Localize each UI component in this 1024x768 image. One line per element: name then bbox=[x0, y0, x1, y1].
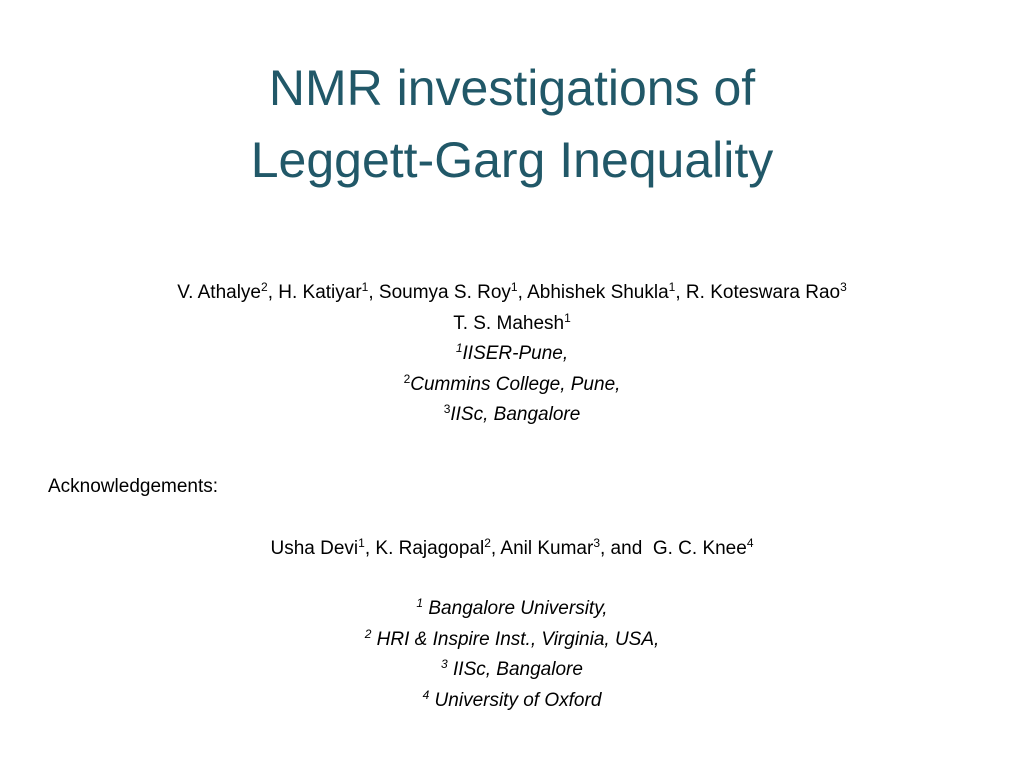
affiliation-mark: 1 bbox=[455, 341, 463, 355]
author-separator: , bbox=[675, 282, 686, 303]
ack-affiliation-text: University of Oxford bbox=[429, 689, 602, 711]
title-line-2: Leggett-Garg Inequality bbox=[250, 132, 774, 188]
affiliation-mark: 3 bbox=[443, 402, 451, 416]
author-name: T. S. Mahesh bbox=[453, 312, 565, 334]
ack-affiliation-item bbox=[0, 625, 1024, 656]
acknowledgement-affiliations bbox=[0, 594, 1024, 716]
affiliation-item bbox=[0, 339, 1024, 370]
acknowledged-name: K. Rajagopal bbox=[375, 538, 485, 559]
acknowledged-separator: , and bbox=[600, 538, 653, 559]
acknowledged-affiliation-mark: 1 bbox=[358, 536, 365, 550]
author-separator: , bbox=[267, 282, 279, 303]
affiliation-text: Cummins College, Pune, bbox=[410, 373, 621, 395]
ack-affiliation-mark: 3 bbox=[441, 657, 448, 671]
affiliation-text: IISER-Pune, bbox=[462, 343, 569, 364]
author-affiliation-mark: 1 bbox=[668, 280, 676, 294]
author-affiliation-mark: 2 bbox=[261, 280, 268, 294]
acknowledged-affiliation-mark: 3 bbox=[593, 536, 600, 550]
acknowledgements-heading: Acknowledgements: bbox=[48, 476, 219, 497]
author-list-line-2 bbox=[0, 309, 1024, 340]
author-list bbox=[0, 278, 1024, 309]
affiliation-item bbox=[0, 400, 1024, 431]
ack-affiliation-text: HRI & Inspire Inst., Virginia, USA, bbox=[371, 628, 660, 650]
author-name: Abhishek Shukla bbox=[527, 282, 669, 303]
author-name: R. Koteswara Rao bbox=[685, 282, 841, 303]
ack-affiliation-mark: 1 bbox=[416, 596, 424, 610]
authors-block bbox=[0, 278, 1024, 431]
slide-title bbox=[0, 52, 1024, 196]
ack-affiliation-text: Bangalore University, bbox=[423, 598, 608, 619]
author-name: Soumya S. Roy bbox=[378, 282, 511, 303]
author-affiliation-mark: 3 bbox=[840, 280, 847, 294]
author-name: H. Katiyar bbox=[278, 282, 362, 303]
affiliation-text: IISc, Bangalore bbox=[450, 404, 581, 425]
affiliation-item bbox=[0, 370, 1024, 401]
ack-affiliation-mark: 2 bbox=[364, 626, 372, 641]
acknowledged-name: Anil Kumar bbox=[500, 538, 594, 559]
author-separator: , bbox=[368, 282, 379, 303]
ack-affiliation-mark: 4 bbox=[422, 687, 430, 702]
acknowledged-affiliation-mark: 4 bbox=[746, 536, 754, 550]
acknowledged-name: Usha Devi bbox=[270, 538, 359, 559]
acknowledged-affiliation-mark: 2 bbox=[484, 536, 491, 550]
author-affiliation-mark: 1 bbox=[564, 310, 571, 325]
affiliation-mark: 2 bbox=[403, 371, 411, 386]
ack-affiliation-item bbox=[0, 655, 1024, 686]
ack-affiliation-item bbox=[0, 594, 1024, 625]
ack-affiliation-text: IISc, Bangalore bbox=[447, 659, 583, 680]
title-line-1: NMR investigations of bbox=[268, 60, 756, 116]
ack-affiliation-item bbox=[0, 686, 1024, 717]
author-affiliation-mark: 1 bbox=[510, 280, 518, 294]
acknowledged-separator: , bbox=[364, 538, 376, 559]
author-separator: , bbox=[517, 282, 528, 303]
acknowledged-separator: , bbox=[490, 538, 501, 559]
author-affiliation-mark: 1 bbox=[361, 280, 369, 294]
acknowledgement-names bbox=[0, 535, 1024, 563]
acknowledged-name: G. C. Knee bbox=[652, 538, 747, 559]
author-name: V. Athalye bbox=[177, 282, 261, 303]
